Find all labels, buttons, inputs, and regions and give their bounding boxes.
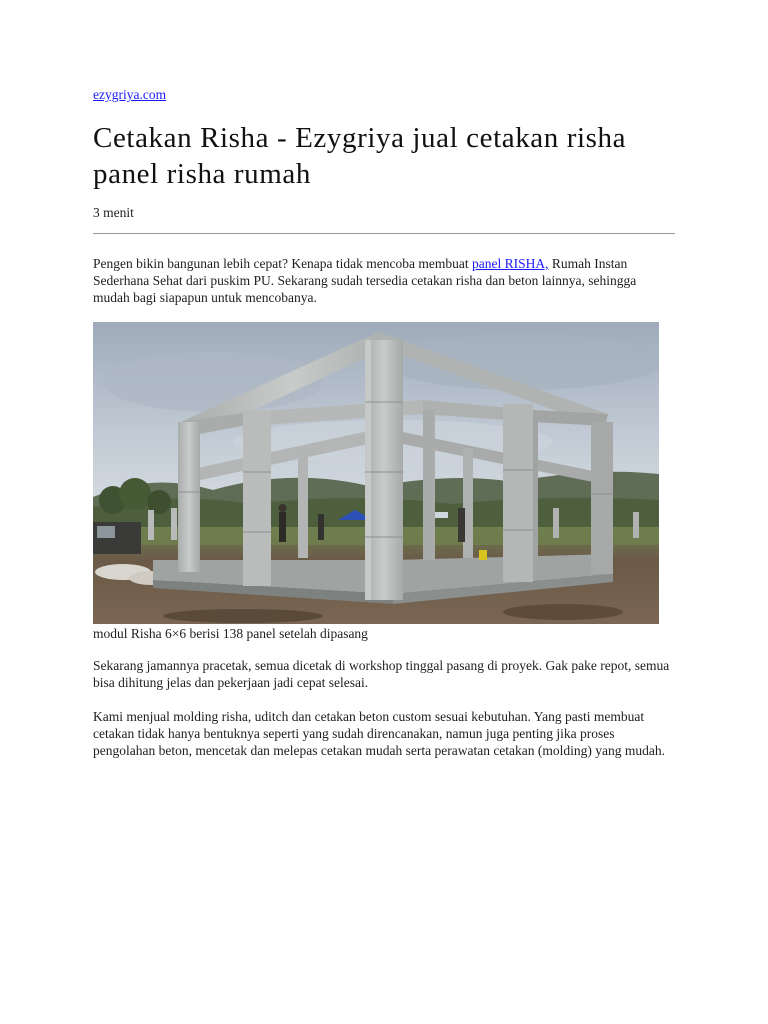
article-title: Cetakan Risha - Ezygriya jual cetakan risha panel risha rumah	[93, 122, 627, 190]
source-link[interactable]: ezygriya.com	[93, 87, 167, 102]
risha-structure-photo	[93, 322, 659, 624]
intro-paragraph	[93, 255, 675, 306]
paragraph-molding: Kami menjual molding risha, uditch dan cetakan beton custom sesuai kebutuhan. Yang pasti membuat cetakan tidak hanya bentuknya seperti yang sudah direncanakan, namun juga penting jika proses pengolahan beton, mencetak dan melepas cetakan mudah serta perawatan cetakan (molding) yang mudah.	[93, 709, 666, 758]
read-time: 3 menit	[93, 205, 134, 220]
image-caption: modul Risha 6×6 berisi 138 panel setelah dipasang	[93, 626, 368, 641]
divider	[93, 233, 675, 234]
paragraph-precast: Sekarang jamannya pracetak, semua dicetak di workshop tinggal pasang di proyek. Gak pake repot, semua bisa dihitung jelas dan pekerjaan jadi cepat selesai.	[93, 658, 670, 690]
intro-text-after: Rumah Instan Sederhana Sehat dari puskim PU. Sekarang sudah tersedia cetakan risha dan beton lainnya, sehingga mudah bagi siapapun untuk mencobanya.	[93, 256, 637, 305]
risha-panel-link[interactable]: panel RISHA,	[472, 256, 549, 271]
intro-text-before: Pengen bikin bangunan lebih cepat? Kenapa tidak mencoba membuat	[93, 256, 472, 271]
